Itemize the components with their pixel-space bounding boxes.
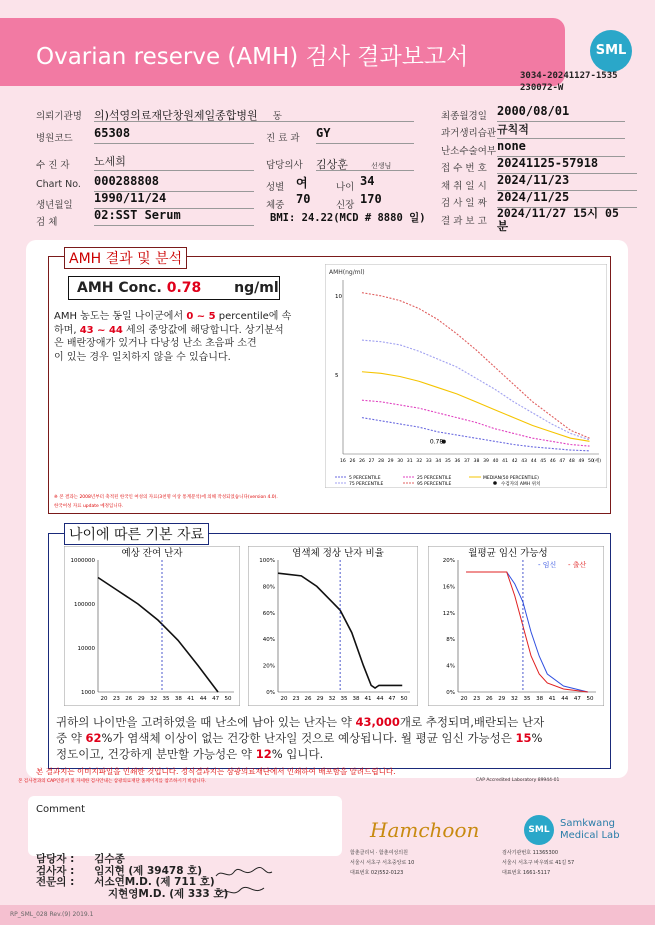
- svg-text:5 PERCENTILE: 5 PERCENTILE: [349, 476, 381, 481]
- sex-label: 성별: [266, 182, 285, 193]
- sml-logo: SML: [590, 30, 632, 72]
- pregnancy-chance-chart: [428, 546, 604, 706]
- basic-xtick-label: 23: [112, 696, 120, 702]
- basic-xtick-label: 26: [304, 696, 312, 702]
- basic-xtick-label: 35: [162, 696, 170, 702]
- basic-xtick-label: 41: [364, 696, 372, 702]
- institution-label: 의뢰기관명: [36, 111, 82, 122]
- receipt-value: 20241125-57918: [497, 156, 637, 174]
- svg-text:25 PERCENTILE: 25 PERCENTILE: [417, 476, 452, 481]
- amh-xtick-label: 35: [444, 459, 451, 464]
- comment-box: [28, 796, 342, 856]
- amh-ytick-label: 5: [335, 372, 339, 379]
- amh-xtick-label: 33: [425, 459, 432, 464]
- department-label: 진 료 과: [266, 133, 300, 144]
- basic-xtick-label: 50: [224, 696, 232, 702]
- basic-xtick-label: 23: [292, 696, 300, 702]
- basic-ytick-label: 1000: [81, 690, 95, 696]
- patient-label: 수 진 자: [36, 160, 70, 171]
- test-date-label: 검 사 일 짜: [441, 198, 487, 209]
- amh-xtick-label: 36: [454, 459, 461, 464]
- report-number: 3034-20241127-1535 230072-W: [520, 71, 618, 93]
- basic-xtick-label: 29: [316, 696, 324, 702]
- surgery-label: 난소수술여부: [441, 146, 497, 157]
- form-number: RP_SML_028 Rev.(9) 2019.1: [10, 911, 94, 918]
- basic-xtick-label: 23: [473, 696, 481, 702]
- chart-no-value: 000288808: [94, 174, 254, 192]
- amh-xtick-label: 30: [397, 459, 404, 464]
- basic-xtick-label: 26: [485, 696, 493, 702]
- basic-ytick-label: 0%: [266, 690, 275, 696]
- basic-xtick-label: 38: [352, 696, 360, 702]
- sml-address: 검사기관번호 11365300 서울시 서초구 바우뫼로 41길 57 대표번호 1661-5117: [502, 850, 575, 876]
- basic-xtick-label: 35: [340, 696, 348, 702]
- birth-value: 1990/11/24: [94, 191, 254, 209]
- basic-ytick-label: 80%: [262, 584, 275, 591]
- basic-xtick-label: 26: [125, 696, 133, 702]
- basic-xtick-label: 32: [150, 696, 158, 702]
- remaining-eggs-chart: [64, 546, 240, 706]
- amh-xtick-label: 45: [540, 459, 547, 464]
- basic-summary: 귀하의 나이만을 고려하였을 때 난소에 남아 있는 난자는 약 43,000개로 추정되며,배란되는 난자 중 약 62%가 염색체 이상이 없는 건강한 난자일 것으로 예상됩니다. 월 평균 임신 가능성은 15% 정도이고, 건강하게 분만할 가능성은 약 12% 입니다.: [56, 715, 545, 761]
- specimen-label: 검 체: [36, 217, 58, 228]
- hamchoon-address: 함춘클리닉 · 함춘여성의원 서울시 서초구 서초중앙로 10 대표번호 02)552-0123: [350, 850, 415, 876]
- svg-text:95 PERCENTILE: 95 PERCENTILE: [417, 482, 452, 487]
- height-value: 170: [360, 192, 382, 206]
- height-label: 신장: [336, 200, 355, 211]
- amh-xtick-label: 16: [340, 459, 346, 464]
- basic-xtick-label: 20: [460, 696, 468, 702]
- amh-xtick-label: 27: [368, 459, 375, 464]
- collect-value: 2024/11/23: [497, 173, 637, 191]
- basic-xtick-label: 47: [212, 696, 220, 702]
- notice-2: 본 검사결과의 CAP인증서 및 자세한 검사안내는 삼광의료재단 홈페이지를 참조하시기 바랍니다.: [18, 779, 207, 784]
- cap-accreditation: CAP Accredited Laboratory 89944-01: [476, 778, 560, 783]
- basic-xtick-label: 50: [400, 696, 408, 702]
- basic-ytick-label: 20%: [442, 558, 455, 564]
- comment-label: Comment: [36, 804, 85, 815]
- last-menses-label: 최종월경일: [441, 111, 487, 122]
- svg-text:MEDIAN(50 PERCENTILE): MEDIAN(50 PERCENTILE): [483, 476, 539, 481]
- institution-value: 의)석영의료재단창원제일종합병원: [94, 109, 258, 122]
- amh-xtick-label: 39: [483, 459, 489, 464]
- amh-xtick-label: 29: [387, 459, 394, 464]
- amh-chart-ylabel: AMH(ng/ml): [329, 269, 365, 276]
- basic-xtick-label: 20: [280, 696, 288, 702]
- amh-xtick-label: 47: [559, 459, 566, 464]
- chart1-title: 예상 잔여 난자: [121, 548, 183, 559]
- amh-xtick-label: 31: [406, 459, 413, 464]
- legend-birth: - 출산: [568, 561, 587, 569]
- basic-xtick-label: 38: [174, 696, 182, 702]
- basic-ytick-label: 100%: [259, 558, 275, 564]
- svg-text:75 PERCENTILE: 75 PERCENTILE: [349, 482, 384, 487]
- amh-conc-value: 0.78: [166, 280, 202, 296]
- signature-marks: [214, 866, 276, 902]
- basic-section-title: 나이에 따른 기본 자료: [64, 523, 209, 545]
- basic-ytick-label: 16%: [442, 584, 455, 591]
- basic-ytick-label: 0%: [446, 690, 455, 696]
- bmi: BMI: 24.22(MCD # 8880 일): [270, 212, 426, 224]
- amh-xtick-label: 43: [521, 459, 528, 464]
- notice: 본 결과지는 이미지파일을 인쇄한 것입니다. 정식결과지는 삼광의료재단에서 인쇄하여 배포함을 알려드립니다.: [36, 767, 396, 776]
- basic-xtick-label: 29: [498, 696, 506, 702]
- specimen-value: 02:SST Serum: [94, 208, 254, 226]
- weight-label: 체중: [266, 200, 285, 211]
- amh-xtick-label: 34: [435, 459, 442, 464]
- doctor-suffix: 선생님: [370, 162, 392, 170]
- weight-value: 70: [296, 192, 311, 206]
- amh-analysis-text: AMH 농도는 동일 나이군에서 0 ~ 5 percentile에 속 하며, 43 ~ 44 세의 중앙값에 해당합니다. 상기분석 은 배란장애가 있거나 다낭성 난소 초음파 소견 이 있는 경우 일치하지 않을 수 있습니다.: [54, 311, 292, 363]
- menses-label: 과거생리습관: [441, 128, 497, 139]
- department-value: GY: [316, 126, 414, 144]
- basic-xtick-label: 38: [536, 696, 544, 702]
- svg-text:수검자의 AMH 위치: 수검자의 AMH 위치: [501, 482, 541, 487]
- page-title: Ovarian reserve (AMH) 검사 결과보고서: [36, 44, 469, 70]
- surgery-value: none: [497, 139, 625, 157]
- basic-ytick-label: 10000: [77, 646, 95, 652]
- amh-section-title: AMH 결과 및 분석: [64, 247, 187, 269]
- doctor-label: 담당의사: [266, 160, 303, 171]
- basic-xtick-label: 20: [100, 696, 108, 702]
- sml-footer-logo: SML: [524, 815, 554, 845]
- basic-xtick-label: 50: [586, 696, 594, 702]
- doctor-value: 김상훈: [316, 158, 348, 171]
- amh-xtick-label: 40: [492, 459, 499, 464]
- basic-ytick-label: 1000000: [70, 558, 95, 564]
- patient-value: 노세희: [94, 153, 254, 171]
- amh-xtick-label: 32: [416, 459, 423, 464]
- basic-xtick-label: 44: [199, 696, 207, 702]
- amh-xtick-label: 42: [511, 459, 518, 464]
- amh-xtick-label: 50: [588, 459, 594, 464]
- normal-chromosome-chart: [248, 546, 418, 706]
- basic-xtick-label: 44: [561, 696, 569, 702]
- report-date-label: 결 과 보 고: [441, 216, 487, 227]
- chart3-title: 월평균 임신 가능성: [468, 548, 548, 559]
- signatures: 담당자 : 김수종 검사자 : 임지현 (제 39478 호) 전문의 : 서소연M.D. (제 711 호) 지현영M.D. (제 333 호): [36, 853, 229, 900]
- amh-xtick-label: 26: [359, 459, 365, 464]
- chart-no-label: Chart No.: [36, 179, 81, 190]
- amh-xtick-label: 38: [473, 459, 480, 464]
- hamchoon-logo: Hamchoon: [370, 818, 480, 842]
- amh-ytick-label: 10: [335, 293, 342, 300]
- basic-ytick-label: 20%: [262, 663, 275, 670]
- amh-xtick-label: 41: [502, 459, 509, 464]
- report-date-value: 2024/11/27 15시 05 분: [497, 206, 619, 233]
- basic-xtick-label: 35: [523, 696, 531, 702]
- basic-xtick-label: 29: [137, 696, 145, 702]
- birth-label: 생년월일: [36, 200, 73, 211]
- amh-xtick-label: 28: [378, 459, 385, 464]
- amh-conc-box: AMH Conc. 0.78 ng/ml: [68, 276, 280, 300]
- test-date-value: 2024/11/25: [497, 190, 637, 208]
- chart2-title: 염색체 정상 난자 비율: [292, 548, 384, 559]
- sex-value: 여: [296, 176, 308, 190]
- amh-xtick-label: 46: [549, 459, 556, 464]
- amh-xtick-label: 37: [464, 459, 470, 464]
- amh-xtick-label: 49: [578, 459, 585, 464]
- collect-label: 채 취 일 시: [441, 181, 487, 192]
- age-value: 34: [360, 174, 375, 188]
- amh-xtick-label: 48: [568, 459, 575, 464]
- sml-name: Samkwang Medical Lab: [560, 818, 620, 841]
- menses-value: 규칙적: [497, 121, 625, 139]
- receipt-label: 접 수 번 호: [441, 163, 487, 174]
- amh-xtick-label: 44: [530, 459, 537, 464]
- basic-ytick-label: 100000: [74, 602, 95, 608]
- amh-footnote-1: ※ 본 결과는 2008년부터 축적된 한국인 여성의 자료(3천명 이상 통계분석)에 의해 작성되었습니다(version 4.0).: [54, 495, 278, 500]
- amh-xtick-label: 26: [349, 459, 356, 464]
- basic-ytick-label: 40%: [262, 637, 275, 644]
- basic-xtick-label: 44: [376, 696, 384, 702]
- basic-xtick-label: 47: [388, 696, 396, 702]
- amh-percentile-chart: [325, 264, 607, 488]
- footer-band: [0, 905, 655, 925]
- basic-ytick-label: 4%: [446, 663, 455, 670]
- basic-xtick-label: 47: [573, 696, 581, 702]
- basic-xtick-label: 32: [510, 696, 518, 702]
- institution-suffix: 동: [272, 111, 282, 122]
- amh-patient-marker-label: 0.78: [429, 438, 444, 446]
- basic-xtick-label: 41: [187, 696, 195, 702]
- legend-pregnancy: - 임신: [538, 561, 557, 569]
- age-label: 나이: [336, 182, 355, 193]
- basic-ytick-label: 60%: [262, 610, 275, 617]
- amh-footnote-2: 한국여성 자료 update 예정입니다.: [54, 504, 124, 509]
- basic-ytick-label: 8%: [446, 637, 455, 644]
- basic-xtick-label: 41: [548, 696, 556, 702]
- basic-ytick-label: 12%: [442, 610, 455, 617]
- info-grid: [0, 0, 655, 233]
- basic-xtick-label: 32: [328, 696, 336, 702]
- last-menses-value: 2000/08/01: [497, 104, 625, 122]
- hospital-code-value: 65308: [94, 126, 254, 144]
- hospital-code-label: 병원코드: [36, 133, 73, 144]
- amh-x-unit: (세): [593, 459, 602, 464]
